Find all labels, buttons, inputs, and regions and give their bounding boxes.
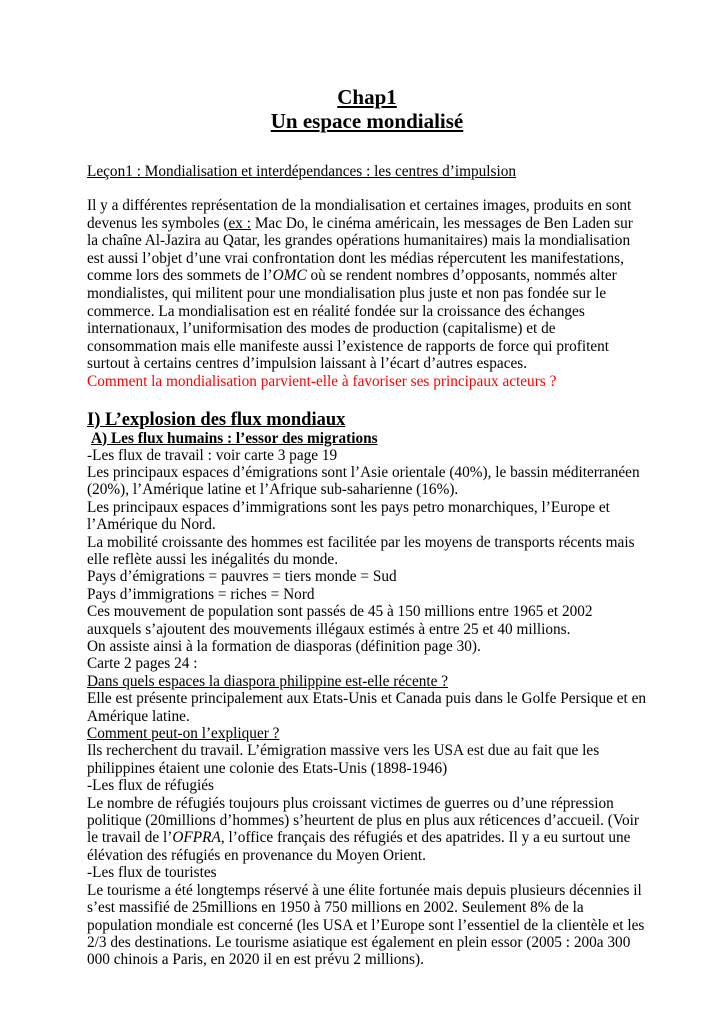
body-line: Pays d’émigrations = pauvres = tiers monde = Sud xyxy=(87,568,397,586)
answer-diaspora: Elle est présente principalement aux Etats-Unis et Canada puis dans le Golfe Persique et en Amérique latine. xyxy=(87,690,647,725)
intro-text-1: Il y a différentes représentation de la mondialisation et certaines images, produits en sont devenus les symboles ( xyxy=(87,197,632,232)
body-line: -Les flux de travail : voir carte 3 page 19 xyxy=(87,446,338,464)
intro-text-2: Mac Do, le cinéma américain, les messages de Ben Laden sur la chaîne Al-Jazira au Qatar, les grandes opérations humanitaires) mais la mondialisation est aussi l’objet d’une vrai confrontation dont les médias répercutent les manifestations, comme lors des sommets de l’ xyxy=(87,214,633,285)
question-explain: Comment peut-on l’expliquer ? xyxy=(87,725,280,743)
question-diaspora: Dans quels espaces la diaspora philippine est-elle récente ? xyxy=(87,672,449,690)
answer-explain: Ils recherchent du travail. L’émigration massive vers les USA est due au fait que les philippines étaient une colonie des Etats-Unis (1898-1946) xyxy=(87,742,600,777)
body-line: Carte 2 pages 24 : xyxy=(87,655,198,673)
tourists-paragraph: Le tourisme a été longtemps réservé à une élite fortunée mais depuis plusieurs décennies il s’est massifié de 25millions en 1950 à 750 millions en 2002. Seulement 8% de la population mondiale est concerné (les USA et l’Europe sont l’essentiel de la clientèle et les 2/3 des destinations. Le tourisme asiatique est également en plein essor (2005 : 200a 300 000 chinois a Paris, en 2020 il en est prévu 2 millions). xyxy=(87,881,645,969)
refugees-text-1: Le nombre de réfugiés toujours plus croissant victimes de guerres ou d’une répression politique (20millions d’hommes) s’heurtent de plus en plus aux réticences d’accueil. (Voir le travail de l’ xyxy=(87,794,639,847)
body-line: La mobilité croissante des hommes est facilitée par les moyens de transports récents mais elle reflète aussi les inégalités du monde. xyxy=(87,533,635,568)
body-line: On assiste ainsi à la formation de diasporas (définition page 30). xyxy=(87,638,481,655)
body-line: Ces mouvement de population sont passés de 45 à 150 millions entre 1965 et 2002 auxquels s’ajoutent des mouvements illégaux estimés à entre 25 et 40 millions. xyxy=(87,603,593,638)
lesson-title: Leçon1 : Mondialisation et interdépendances : les centres d’impulsion xyxy=(87,163,517,180)
refugees-title: -Les flux de réfugiés xyxy=(87,777,214,795)
problem-question: Comment la mondialisation parvient-elle à favoriser ses principaux acteurs ? xyxy=(87,372,557,390)
refugees-text-2: , l’office français des réfugiés et des apatrides. Il y a eu surtout une élévation des réfugiés en provenance du Moyen Orient. xyxy=(87,829,631,864)
subsection-heading: A) Les flux humains : l’essor des migrations xyxy=(91,429,378,447)
chapter-title xyxy=(87,85,647,133)
refugees-paragraph xyxy=(87,795,647,865)
section-heading: I) L’explosion des flux mondiaux xyxy=(87,409,346,430)
intro-text-3: où se rendent nombres d’opposants, nommés alter mondialistes, qui militent pour une mondialisation plus juste et non pas fondée sur le commerce. La mondialisation est en réalité fondée sur la croissance des échanges internationaux, l’uniformisation des modes de production (capitalisme) et de consommation mais elle manifeste aussi l’existence de rapports de force qui profitent surtout à certains centres d’impulsion laissant à l’écart d’autres espaces. xyxy=(87,267,617,373)
ofpra-acronym: OFPRA xyxy=(172,829,221,847)
document-page xyxy=(87,85,647,969)
tourists-title: -Les flux de touristes xyxy=(87,864,217,882)
chapter-number: Chap1 xyxy=(337,85,397,109)
omc-acronym: OMC xyxy=(272,267,307,285)
body-line: Les principaux espaces d’émigrations sont l’Asie orientale (40%), le bassin méditerranéen (20%), l’Amérique latine et l’Afrique sub-saharienne (16%). xyxy=(87,463,640,499)
example-label: ex : xyxy=(228,214,251,232)
body-line: Les principaux espaces d’immigrations sont les pays petro monarchiques, l’Europe et l’Amérique du Nord. xyxy=(87,498,610,534)
intro-paragraph xyxy=(87,197,647,391)
chapter-name: Un espace mondialisé xyxy=(270,109,464,133)
body-line: Pays d’immigrations = riches = Nord xyxy=(87,585,315,603)
